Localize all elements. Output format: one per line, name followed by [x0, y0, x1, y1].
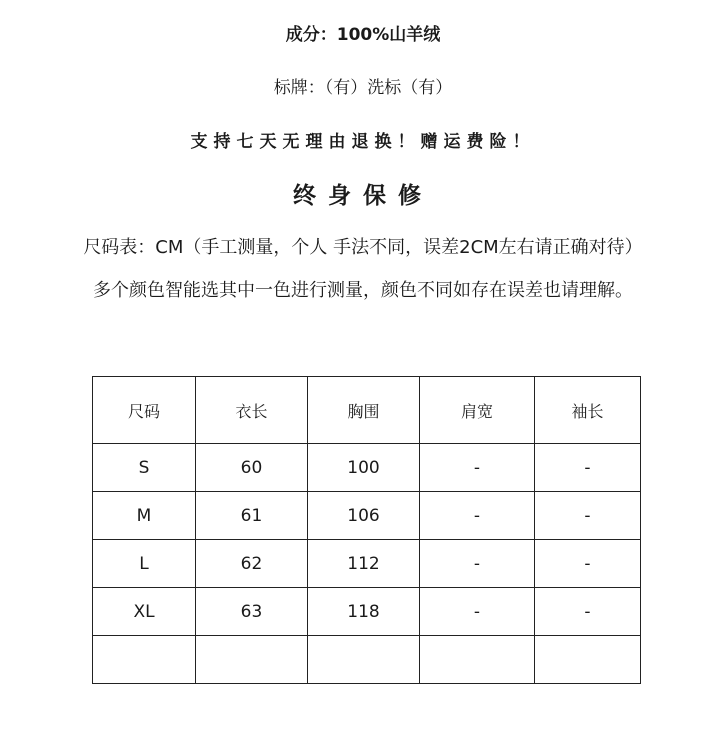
- table-cell: 60: [196, 444, 308, 492]
- table-cell: [93, 636, 196, 684]
- table-cell: 63: [196, 588, 308, 636]
- table-cell: -: [420, 588, 535, 636]
- table-cell: [196, 636, 308, 684]
- header-chest: 胸围: [308, 377, 420, 444]
- table-cell: [535, 636, 641, 684]
- returns-policy-text: 支持七天无理由退换！赠运费险！: [190, 132, 536, 152]
- size-note-line-2: 多个颜色智能选其中一色进行测量，颜色不同如存在误差也请理解。: [93, 280, 633, 301]
- table-row-empty: [93, 636, 641, 684]
- table-cell: S: [93, 444, 196, 492]
- header-size: 尺码: [93, 377, 196, 444]
- table-cell: -: [535, 492, 641, 540]
- header-shoulder: 肩宽: [420, 377, 535, 444]
- table-cell: XL: [93, 588, 196, 636]
- table-cell: [308, 636, 420, 684]
- table-row: [93, 588, 641, 636]
- header-sleeve: 袖长: [535, 377, 641, 444]
- header-length: 衣长: [196, 377, 308, 444]
- table-row: [93, 540, 641, 588]
- table-cell: -: [535, 540, 641, 588]
- tags-text: 标牌：（有）洗标（有）: [273, 78, 453, 98]
- table-cell: -: [420, 540, 535, 588]
- table-cell: -: [420, 492, 535, 540]
- table-cell: 106: [308, 492, 420, 540]
- table-header-row: [93, 377, 641, 444]
- size-note-line-1: 尺码表：CM（手工测量，个人 手法不同，误差2CM左右请正确对待）: [83, 237, 643, 258]
- table-row: [93, 492, 641, 540]
- composition-text: 成分：100%山羊绒: [285, 25, 441, 45]
- table-cell: -: [535, 444, 641, 492]
- table-cell: 112: [308, 540, 420, 588]
- table-row: [93, 444, 641, 492]
- table-cell: 62: [196, 540, 308, 588]
- table-cell: -: [535, 588, 641, 636]
- table-cell: M: [93, 492, 196, 540]
- table-cell: 100: [308, 444, 420, 492]
- warranty-heading: 终身保修: [293, 183, 433, 209]
- table-cell: 118: [308, 588, 420, 636]
- table-cell: L: [93, 540, 196, 588]
- table-cell: 61: [196, 492, 308, 540]
- table-cell: [420, 636, 535, 684]
- size-table: [92, 376, 641, 684]
- table-cell: -: [420, 444, 535, 492]
